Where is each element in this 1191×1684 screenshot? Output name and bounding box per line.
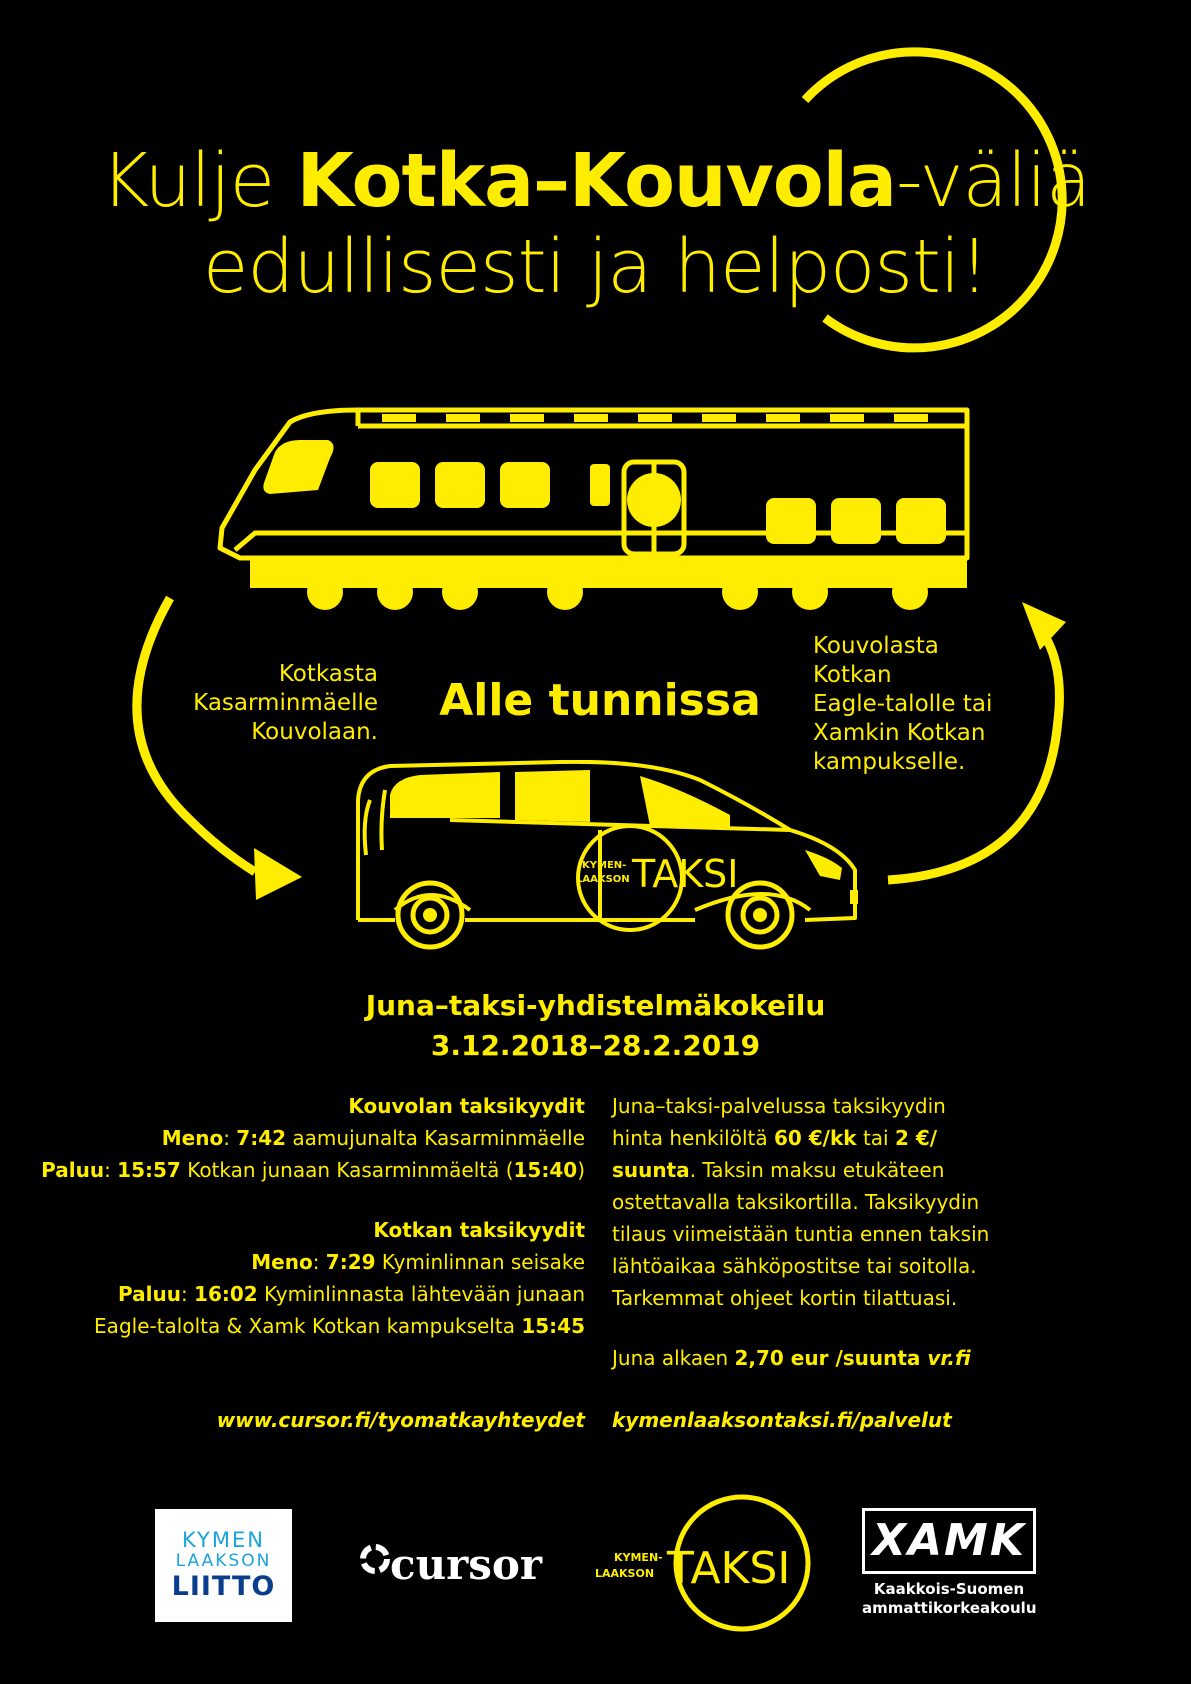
xamk-logo-text-1: Kaakkois-Suomen bbox=[873, 1580, 1025, 1598]
trial-title bbox=[0, 986, 1191, 1066]
kotka-heading: Kotkan taksikyydit bbox=[373, 1218, 585, 1242]
taksi-link[interactable]: kymenlaaksontaksi.fi/palvelut bbox=[612, 1408, 952, 1432]
headline-line1: Kulje Kotka–Kouvola-väliä bbox=[100, 138, 1091, 224]
info-line: ostettavalla taksikortilla. Taksikyydin bbox=[612, 1190, 980, 1214]
kouvola-meno: Meno: 7:42 aamujunalta Kasarminmäelle bbox=[161, 1126, 585, 1150]
van-brand-small-1: KYMEN- bbox=[582, 860, 627, 871]
info-line: tilaus viimeistään tuntia ennen taksin bbox=[612, 1222, 990, 1246]
schedule-column bbox=[30, 1090, 585, 1342]
route-right-text bbox=[813, 632, 1053, 777]
route-right-line: Kouvolasta bbox=[813, 633, 939, 659]
taksi-logo-small-2: LAAKSON bbox=[595, 1567, 655, 1580]
xamk-logo bbox=[862, 1508, 1036, 1620]
cursor-link[interactable]: www.cursor.fi/tyomatkayhteydet bbox=[216, 1408, 585, 1432]
route-left-line: Kasarminmäelle bbox=[193, 690, 378, 716]
info-line: Juna–taksi-palvelussa taksikyydin bbox=[612, 1094, 946, 1118]
info-line: Tarkemmat ohjeet kortin tilattuasi. bbox=[612, 1286, 958, 1310]
route-left-text bbox=[150, 660, 378, 747]
kotka-paluu-pickup: Eagle-talolta & Xamk Kotkan kampukselta 15:45 bbox=[94, 1314, 585, 1338]
info-line: hinta henkilöltä 60 €/kk tai 2 €/ bbox=[612, 1126, 938, 1150]
info-line: suunta. Taksin maksu etukäteen bbox=[612, 1158, 945, 1182]
xamk-logo-mark: XAMK bbox=[862, 1508, 1036, 1574]
van-brand-big: TAKSI bbox=[632, 852, 739, 896]
kouvola-paluu: Paluu: 15:57 Kotkan junaan Kasarminmäeltä (15:40) bbox=[41, 1158, 585, 1182]
trial-dates: 3.12.2018–28.2.2019 bbox=[430, 1029, 761, 1062]
route-right-line: Kotkan bbox=[813, 662, 892, 688]
travel-time-heading: Alle tunnissa bbox=[439, 675, 761, 726]
kl-logo-text-1: KYMEN bbox=[182, 1528, 265, 1552]
info-line: lähtöaikaa sähköpostitse tai soitolla. bbox=[612, 1254, 977, 1278]
route-right-line: Eagle-talolle tai bbox=[813, 691, 993, 717]
taksi-logo-small-1: KYMEN- bbox=[614, 1551, 663, 1564]
route-left-line: Kotkasta bbox=[278, 661, 378, 687]
xamk-logo-text-2: ammattikorkeakoulu bbox=[862, 1599, 1037, 1617]
info-column bbox=[612, 1090, 1032, 1374]
kymenlaakson-taksi-logo bbox=[592, 1493, 814, 1633]
cursor-logo bbox=[358, 1540, 548, 1600]
train-price: Juna alkaen 2,70 eur /suunta vr.fi bbox=[612, 1346, 971, 1370]
van-brand-small-2: LAAKSON bbox=[576, 874, 630, 885]
kymenlaakson-liitto-logo bbox=[155, 1509, 292, 1622]
route-left-line: Kouvolaan. bbox=[251, 719, 378, 745]
route-right-line: kampukselle. bbox=[813, 749, 966, 775]
route-right-line: Xamkin Kotkan bbox=[813, 720, 986, 746]
kotka-paluu: Paluu: 16:02 Kyminlinnasta lähtevään junaan bbox=[117, 1282, 585, 1306]
taxi-van-icon bbox=[350, 760, 860, 960]
headline-line2: edullisesti ja helposti! bbox=[202, 224, 989, 310]
cursor-mark-icon bbox=[358, 1542, 392, 1576]
kl-logo-text-3: LIITTO bbox=[171, 1571, 276, 1602]
taksi-logo-big: TAKSI bbox=[667, 1543, 791, 1594]
trial-name: Juna–taksi-yhdistelmäkokeilu bbox=[365, 989, 826, 1022]
kl-logo-text-2: LAAKSON bbox=[175, 1551, 272, 1571]
cursor-logo-text: cursor bbox=[390, 1540, 543, 1589]
kouvola-heading: Kouvolan taksikyydit bbox=[348, 1094, 585, 1118]
kotka-meno: Meno: 7:29 Kyminlinnan seisake bbox=[251, 1250, 585, 1274]
